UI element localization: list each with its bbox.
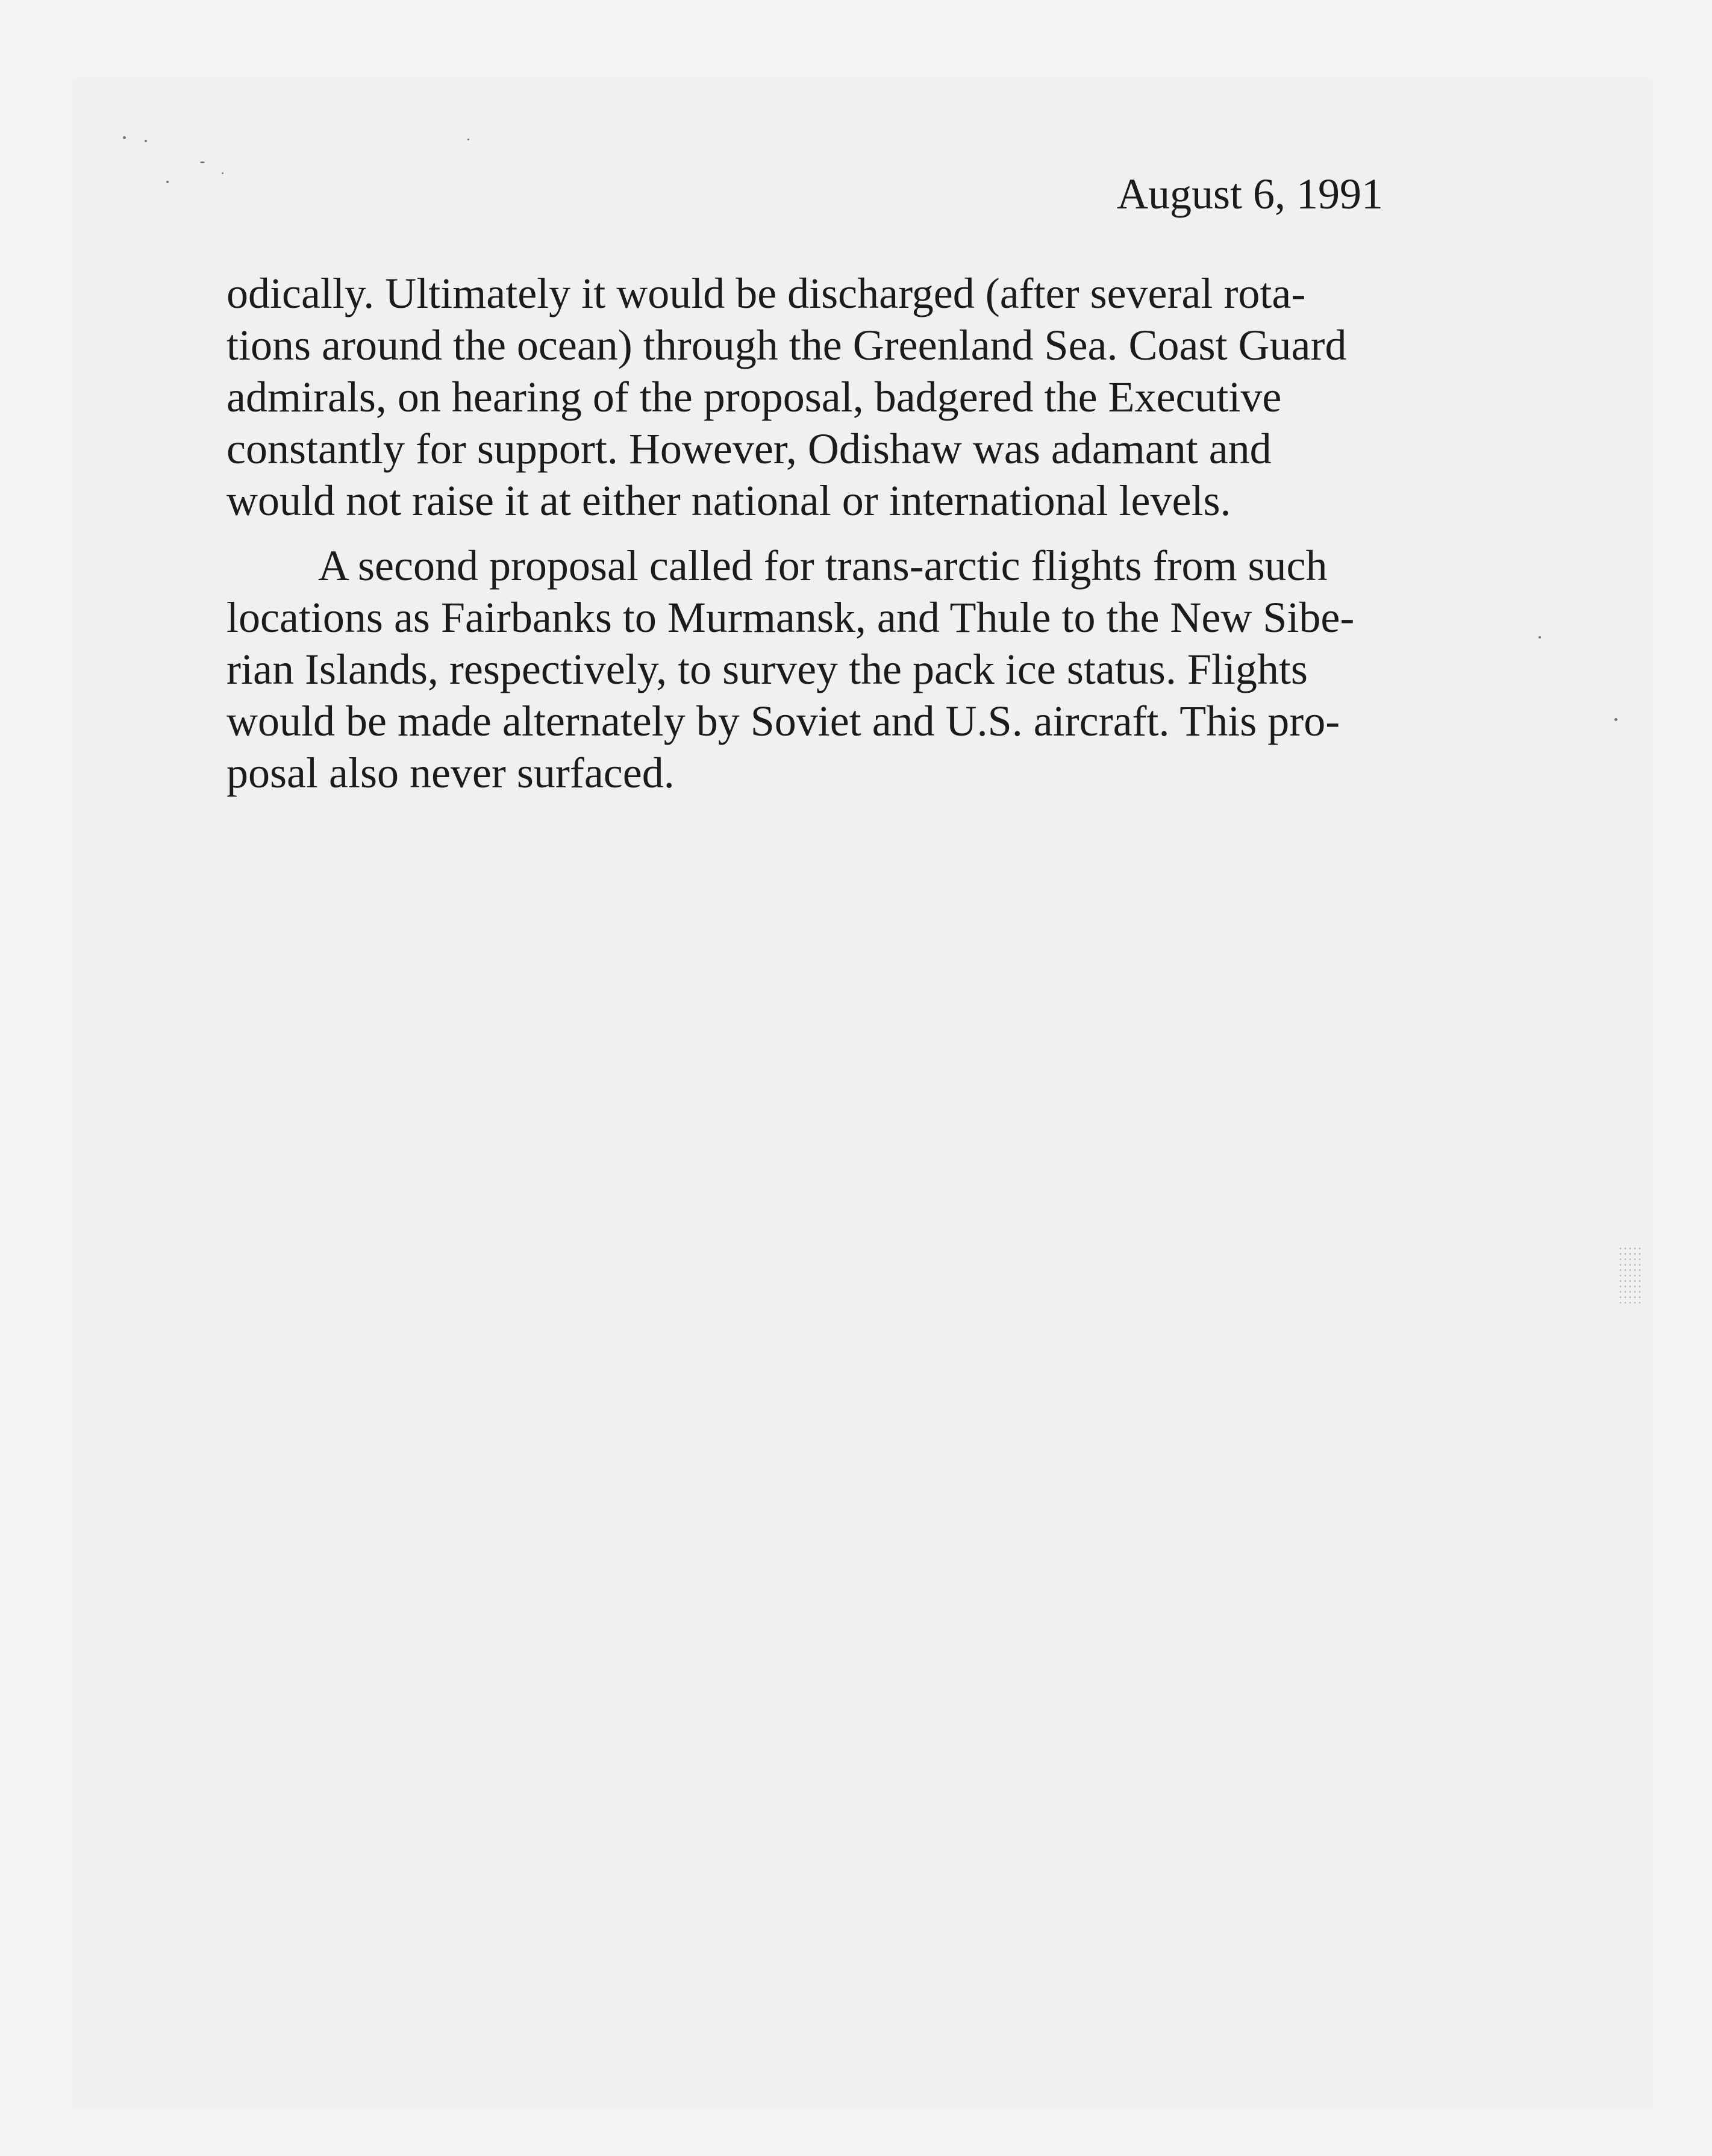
- text-line: locations as Fairbanks to Murmansk, and Thule to the New Sibe-: [226, 593, 1355, 642]
- text-line: constantly for support. However, Odishaw was adamant and: [226, 425, 1272, 473]
- document-date: August 6, 1991: [1116, 170, 1383, 218]
- scan-speck: [123, 136, 126, 139]
- scan-speck: [145, 140, 147, 142]
- text-line: posal also never surfaced.: [226, 749, 675, 797]
- text-line: admirals, on hearing of the proposal, badgered the Executive: [226, 373, 1282, 421]
- scan-speck: [222, 172, 223, 174]
- text-line: A second proposal called for trans-arctic flights from such: [318, 542, 1328, 590]
- text-line: tions around the ocean) through the Greenland Sea. Coast Guard: [226, 321, 1347, 369]
- document-body: [226, 267, 1443, 799]
- scan-speck: [200, 161, 205, 163]
- text-line: would be made alternately by Soviet and U.S. aircraft. This pro-: [226, 697, 1340, 745]
- paragraph-2: [226, 540, 1443, 799]
- scan-speck: [1539, 636, 1541, 639]
- text-line: would not raise it at either national or international levels.: [226, 477, 1231, 525]
- scan-noise: [1618, 1246, 1642, 1306]
- paragraph-spacer: [226, 527, 1443, 540]
- scan-speck: [467, 139, 469, 140]
- paragraph-1: [226, 267, 1443, 527]
- text-line: rian Islands, respectively, to survey the pack ice status. Flights: [226, 645, 1308, 693]
- scan-speck: [1614, 718, 1617, 721]
- scan-speck: [166, 181, 169, 183]
- text-line: odically. Ultimately it would be discharged (after several rota-: [226, 269, 1306, 317]
